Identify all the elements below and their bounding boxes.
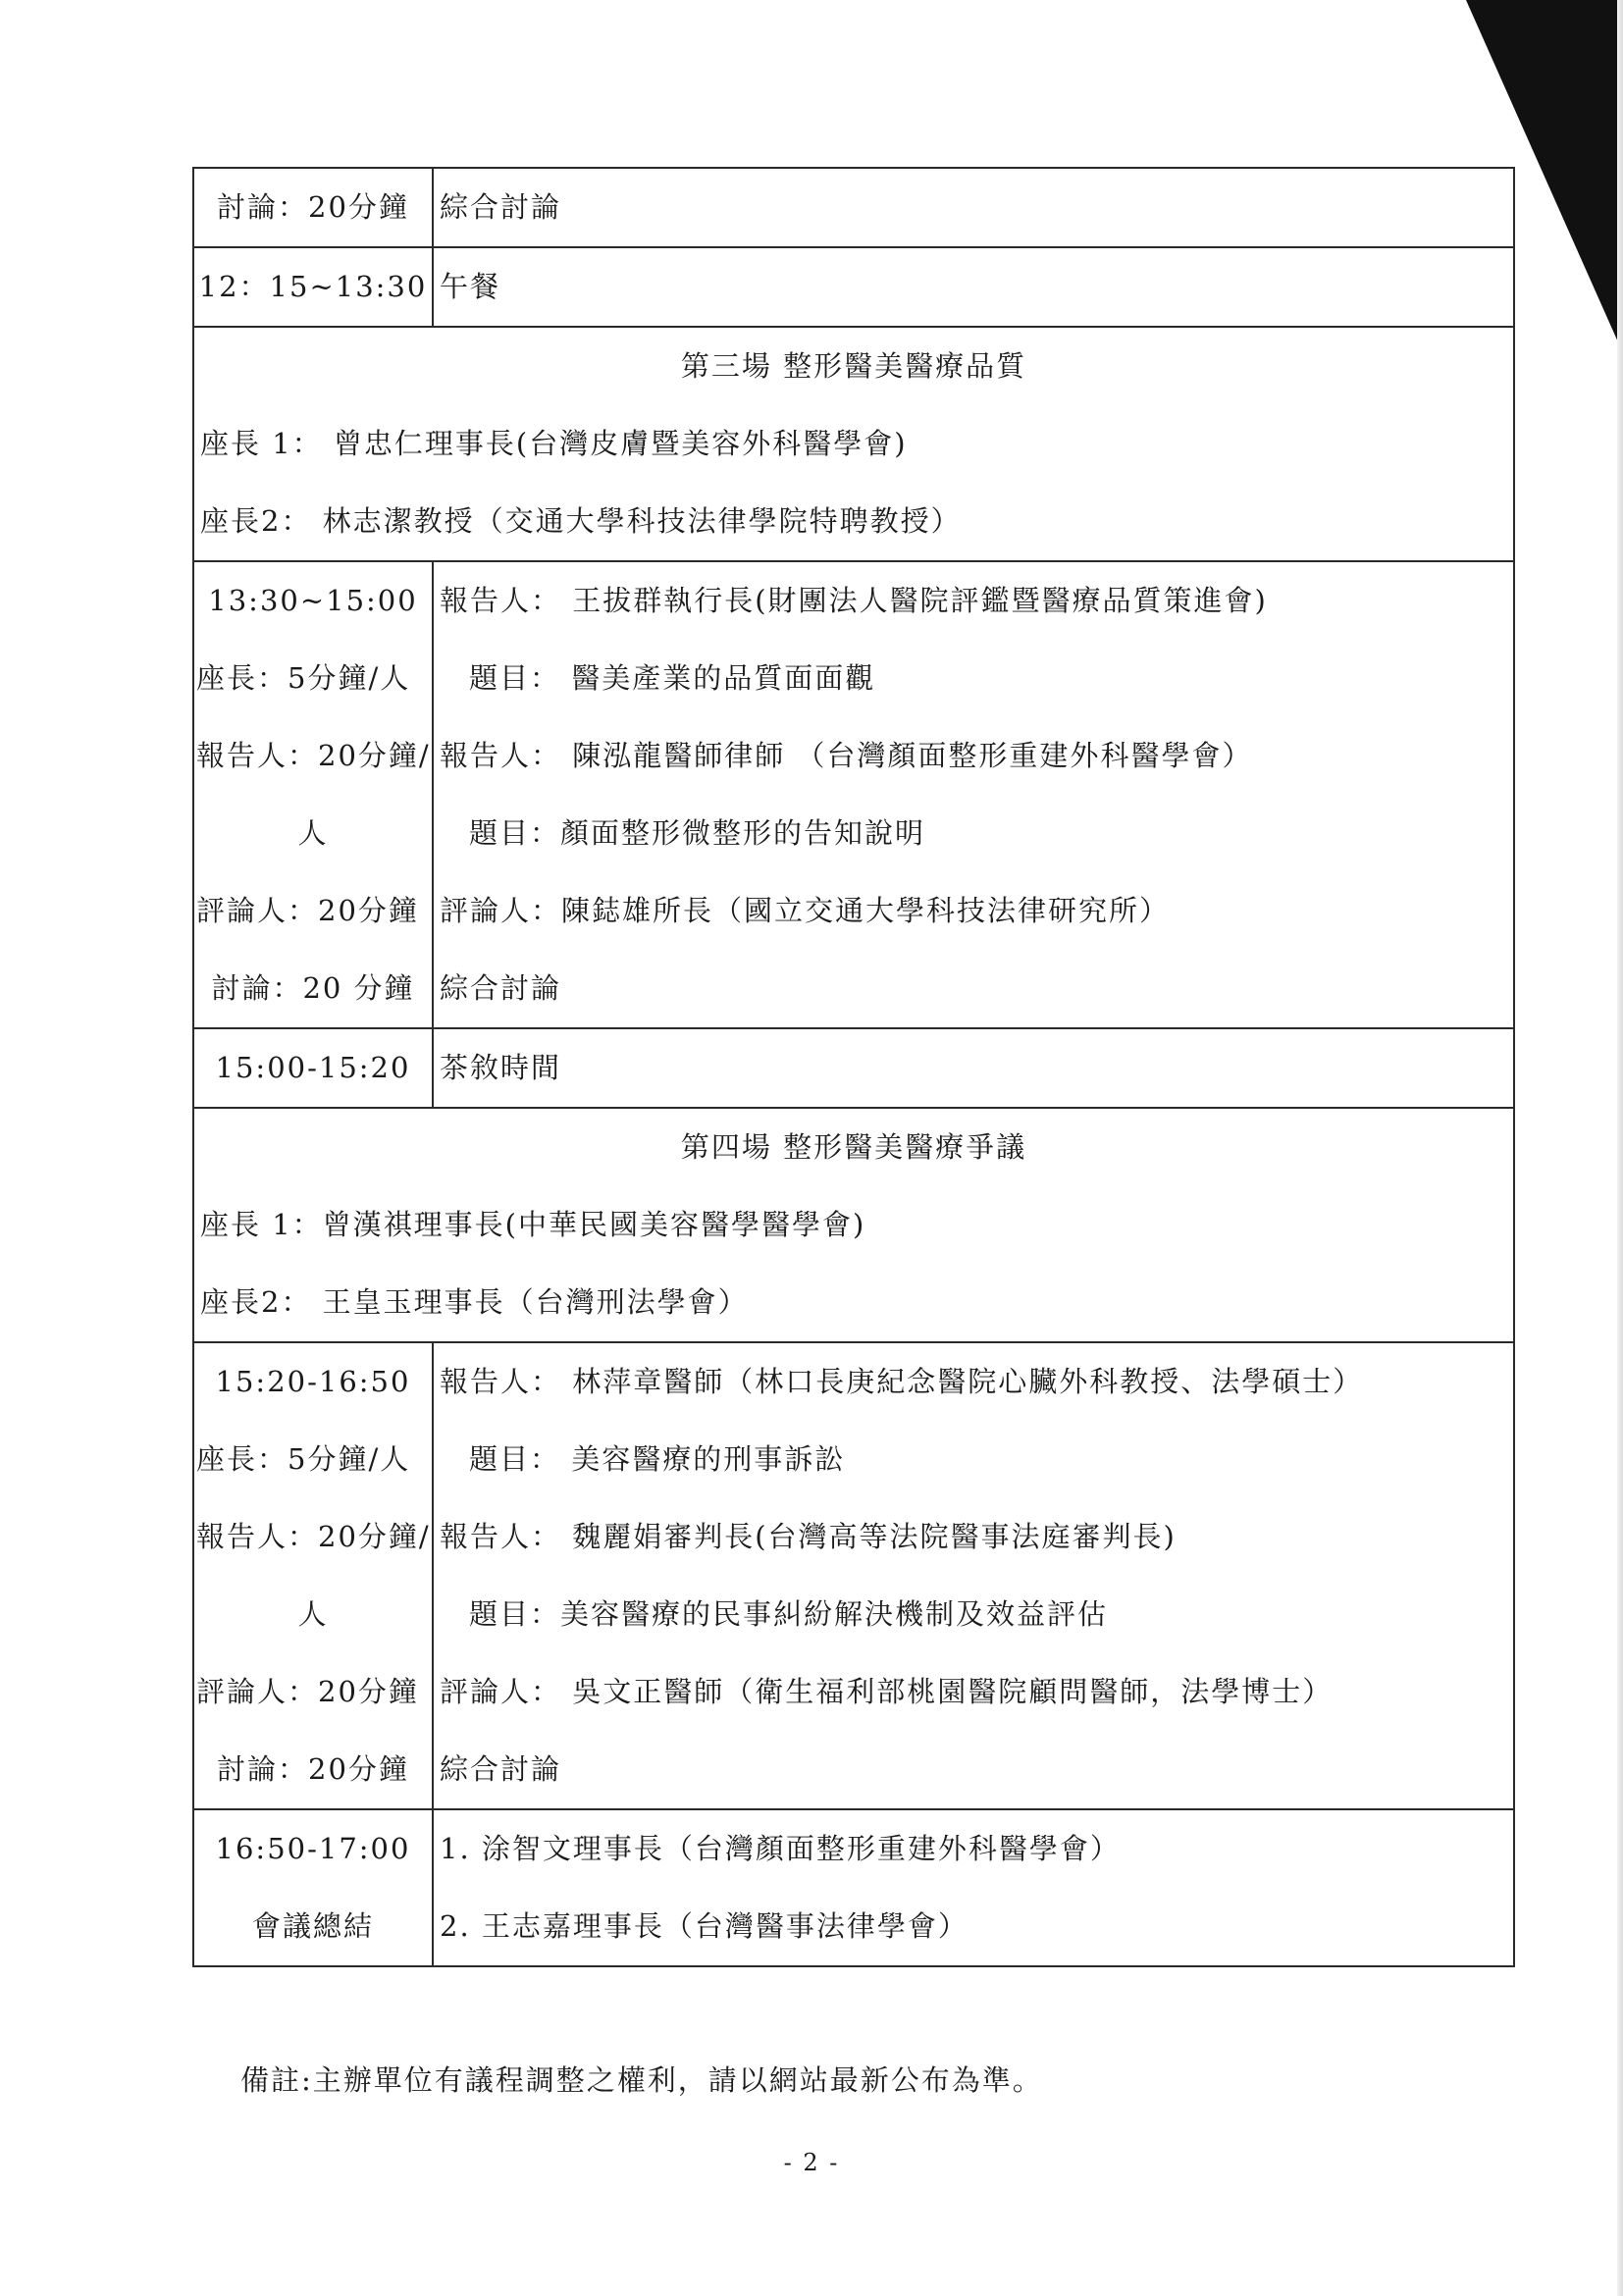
agenda-row-tea — [193, 1028, 1514, 1108]
session-3-header — [193, 327, 1514, 561]
discussion-time-allocation: 討論：20 分鐘 — [211, 971, 415, 1005]
footnote: 備註:主辦單位有議程調整之權利，請以網站最新公布為準。 — [240, 2063, 1043, 2097]
session-header-cell — [193, 1108, 1514, 1342]
session-header-cell — [193, 327, 1514, 561]
time-label: 15:00-15:20 — [215, 1051, 411, 1084]
topic-2: 題目：美容醫療的民事糾紛解決機制及效益評估 — [469, 1597, 1109, 1631]
speaker-time-allocation: 報告人：20分鐘/ — [196, 739, 431, 772]
content-cell — [433, 1028, 1514, 1108]
time-label: 討論：20分鐘 — [217, 190, 409, 224]
agenda-table — [192, 167, 1515, 1967]
commentator: 評論人：陳鋕雄所長（國立交通大學科技法律研究所） — [440, 894, 1171, 927]
topic-1: 題目： 美容醫療的刑事訴訟 — [469, 1442, 846, 1476]
content-cell — [433, 1809, 1514, 1966]
general-discussion: 綜合討論 — [440, 1752, 562, 1786]
agenda-row-closing — [193, 1809, 1514, 1966]
closing-speaker-1: 1. 涂智文理事長（台灣顏面整形重建外科醫學會） — [440, 1832, 1121, 1865]
session-time: 15:20-16:50 — [215, 1365, 411, 1398]
session-title: 第三場 整形醫美醫療品質 — [680, 349, 1027, 383]
time-allocation-cell — [193, 561, 433, 1028]
scan-page-edge — [1617, 0, 1623, 2296]
commentator-time-allocation: 評論人：20分鐘 — [196, 894, 419, 927]
page-number: - 2 - — [783, 2149, 840, 2176]
session-chair-2: 座長2： 林志潔教授（交通大學科技法律學院特聘教授） — [200, 504, 962, 538]
program-cell — [433, 1342, 1514, 1809]
closing-label: 會議總結 — [251, 1909, 374, 1943]
content-label: 茶敘時間 — [440, 1051, 562, 1084]
speaker-2: 報告人： 魏麗娟審判長(台灣高等法院醫事法庭審判長) — [440, 1520, 1177, 1553]
content-label: 午餐 — [440, 270, 501, 303]
time-cell — [193, 1809, 433, 1966]
session-time: 13:30~15:00 — [208, 584, 418, 617]
speaker-1: 報告人： 王拔群執行長(財團法人醫院評鑑暨醫療品質策進會) — [440, 584, 1268, 617]
session-chair-1: 座長 1：曾漢祺理事長(中華民國美容醫學醫學會) — [200, 1208, 866, 1241]
time-label: 12：15~13:30 — [198, 270, 428, 303]
discussion-time-allocation: 討論：20分鐘 — [217, 1752, 409, 1786]
time-allocation-cell — [193, 1342, 433, 1809]
speaker-time-allocation-cont: 人 — [297, 1597, 329, 1631]
content-cell — [433, 168, 1514, 247]
session-4-details — [193, 1342, 1514, 1809]
session-title: 第四場 整形醫美醫療爭議 — [680, 1130, 1027, 1164]
commentator-time-allocation: 評論人：20分鐘 — [196, 1675, 419, 1708]
speaker-1: 報告人： 林萍章醫師（林口長庚紀念醫院心臟外科教授、法學碩士） — [440, 1365, 1364, 1398]
content-label: 綜合討論 — [440, 190, 562, 224]
chair-time-allocation: 座長：5分鐘/人 — [196, 1442, 411, 1476]
closing-speaker-2: 2. 王志嘉理事長（台灣醫事法律學會） — [440, 1909, 969, 1943]
speaker-2: 報告人： 陳泓龍醫師律師 （台灣顏面整形重建外科醫學會） — [440, 739, 1253, 772]
general-discussion: 綜合討論 — [440, 971, 562, 1005]
time-cell — [193, 1028, 433, 1108]
closing-time: 16:50-17:00 — [215, 1832, 411, 1865]
topic-1: 題目： 醫美產業的品質面面觀 — [469, 661, 876, 695]
session-chair-2: 座長2： 王皇玉理事長（台灣刑法學會） — [200, 1285, 749, 1319]
session-4-header — [193, 1108, 1514, 1342]
program-cell — [433, 561, 1514, 1028]
chair-time-allocation: 座長：5分鐘/人 — [196, 661, 411, 695]
speaker-time-allocation: 報告人：20分鐘/ — [196, 1520, 431, 1553]
time-cell — [193, 247, 433, 327]
agenda-row-discussion — [193, 168, 1514, 247]
content-cell — [433, 247, 1514, 327]
topic-2: 題目：顏面整形微整形的告知說明 — [469, 816, 926, 850]
time-cell — [193, 168, 433, 247]
session-3-details — [193, 561, 1514, 1028]
speaker-time-allocation-cont: 人 — [297, 816, 329, 850]
commentator: 評論人： 吳文正醫師（衛生福利部桃園醫院顧問醫師，法學博士） — [440, 1675, 1334, 1708]
session-chair-1: 座長 1： 曾忠仁理事長(台灣皮膚暨美容外科醫學會) — [200, 427, 908, 460]
agenda-row-lunch — [193, 247, 1514, 327]
